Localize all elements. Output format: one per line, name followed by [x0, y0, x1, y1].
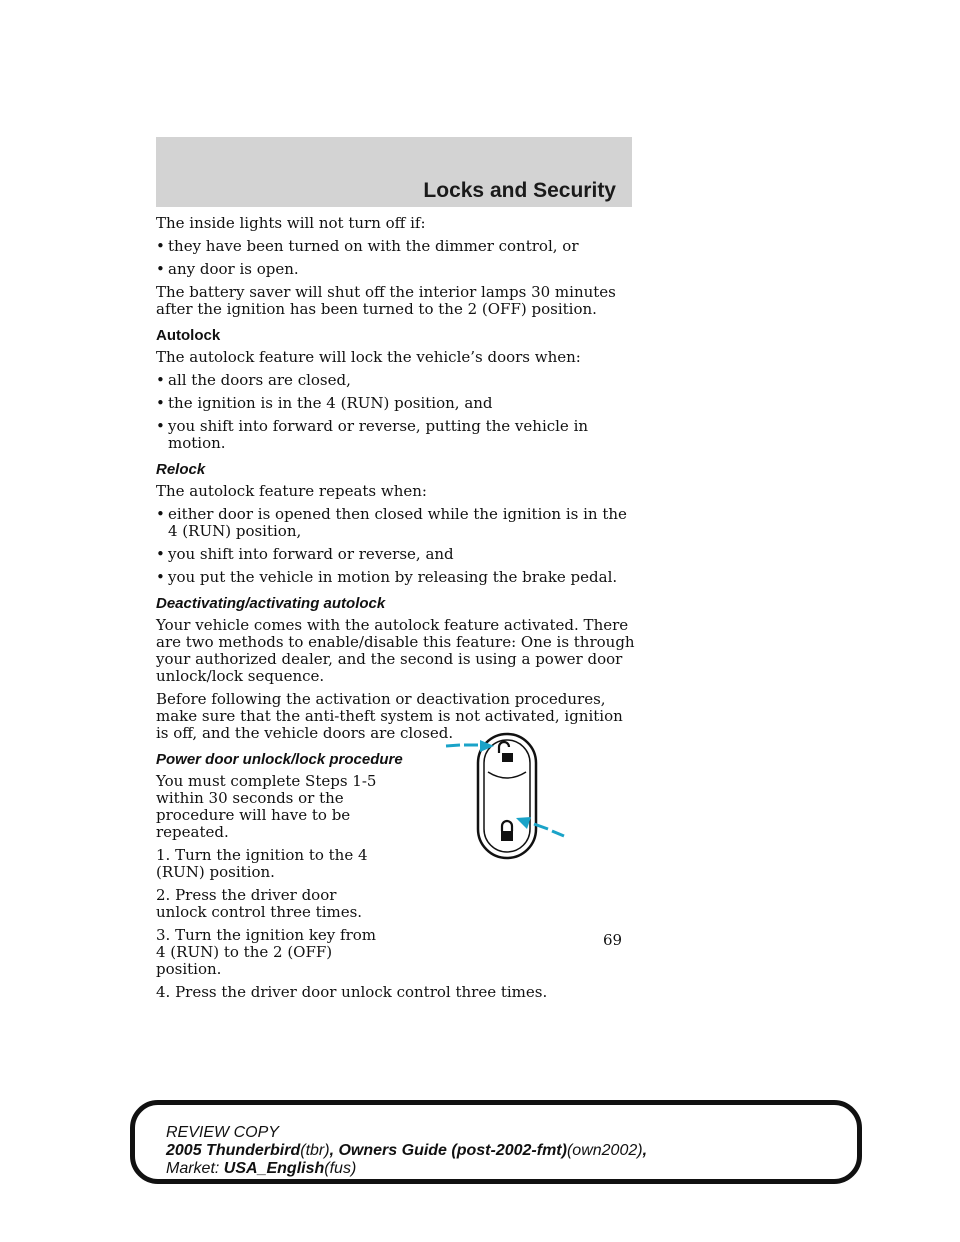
paragraph: The battery saver will shut off the interior lamps 30 minutes after the ignition has been turned to the 2 (OFF) position. [156, 283, 616, 318]
page-number: 69 [603, 931, 623, 949]
list-item: • any door is open. [156, 260, 299, 278]
footer-line-1: REVIEW COPY [166, 1124, 279, 1141]
review-footer-text [166, 1124, 647, 1178]
section-header-band [156, 137, 632, 207]
step-3: 3. Turn the ignition key from 4 (RUN) to the 2 (OFF) position. [156, 926, 377, 978]
heading-relock: Relock [156, 461, 206, 478]
page-body [156, 215, 636, 1007]
footer-line-3: Market: USA_English(fus) [166, 1160, 357, 1177]
step-1: 1. Turn the ignition to the 4 (RUN) position. [156, 846, 368, 881]
paragraph: The inside lights will not turn off if: [156, 214, 426, 232]
paragraph: Your vehicle comes with the autolock feature activated. There are two methods to enable/disable this feature: One is through your authorized dealer, and the second is using a power door unlock/lock sequence. [156, 616, 635, 685]
paragraph: The autolock feature repeats when: [156, 482, 427, 500]
section-title: Locks and Security [423, 179, 616, 202]
list-item: • they have been turned on with the dimmer control, or [156, 237, 579, 255]
footer-line-2: 2005 Thunderbird(tbr), Owners Guide (post-2002-fmt)(own2002), [166, 1142, 648, 1159]
heading-deactivating: Deactivating/activating autolock [156, 595, 386, 612]
step-4: 4. Press the driver door unlock control three times. [156, 983, 548, 1001]
door-lock-switch-diagram [436, 732, 576, 860]
list-item: • either door is opened then closed while the ignition is in the 4 (RUN) position, [156, 505, 627, 540]
list-item: • all the doors are closed, [156, 371, 351, 389]
list-item: • you shift into forward or reverse, and [156, 545, 454, 563]
list-item: • you shift into forward or reverse, putting the vehicle in motion. [156, 417, 589, 452]
step-2: 2. Press the driver door unlock control three times. [156, 886, 363, 921]
heading-power-procedure: Power door unlock/lock procedure [156, 751, 403, 768]
paragraph: The autolock feature will lock the vehicle’s doors when: [156, 348, 581, 366]
paragraph: Before following the activation or deactivation procedures, make sure that the anti-theft system is not activated, ignition is off, and the vehicle doors are closed. [156, 690, 623, 742]
list-item: • you put the vehicle in motion by releasing the brake pedal. [156, 568, 618, 586]
heading-autolock: Autolock [156, 327, 221, 344]
list-item: • the ignition is in the 4 (RUN) position, and [156, 394, 493, 412]
paragraph: You must complete Steps 1-5 within 30 seconds or the procedure will have to be repeated. [156, 772, 377, 841]
